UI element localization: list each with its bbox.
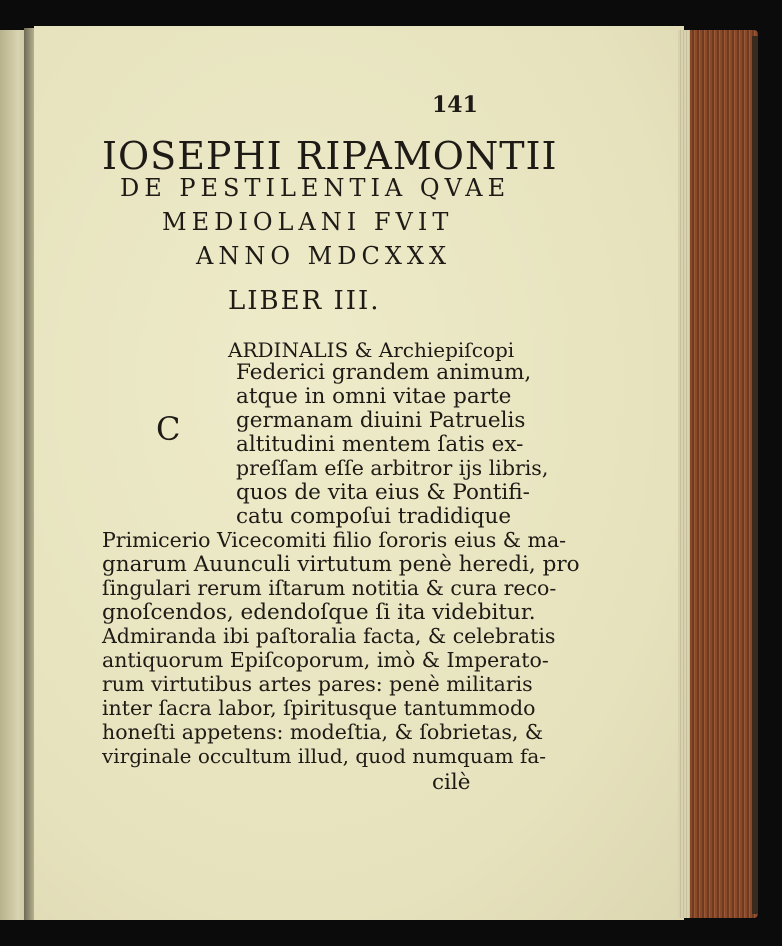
body-line: Primicerio Vicecomiti filio ſororis eius & ma- (102, 528, 567, 552)
body-line: gnoſcendos, edendoſque ſi ita videbitur. (102, 600, 536, 625)
indented-line: ARDINALIS & Archiepiſcopi (228, 338, 515, 362)
subtitle-line-1: DE PESTILENTIA QVAE (120, 174, 511, 202)
indented-line: Federici grandem animum, (236, 360, 532, 385)
indented-line: preſſam eſſe arbitror ijs libris, (236, 456, 549, 480)
indented-line: germanam diuini Patruelis (236, 408, 526, 433)
catchword: cilè (432, 770, 471, 795)
indented-line: altitudini mentem ſatis ex- (236, 432, 524, 457)
body-line: ſingulari rerum iſtarum notitia & cura reco- (102, 576, 557, 600)
subtitle-line-3: ANNO MDCXXX (196, 242, 452, 270)
body-line: Admiranda ibi paſtoralia facta, & celebratis (102, 624, 556, 648)
fore-edge (690, 30, 758, 918)
indented-line: quos de vita eius & Pontifi- (236, 480, 530, 505)
body-line: antiquorum Epiſcoporum, imò & Imperato- (102, 648, 549, 672)
indented-line: atque in omni vitae parte (236, 384, 512, 409)
body-line: rum virtutibus artes pares: penè militaris (102, 672, 533, 696)
indented-line: catu compoſui tradidique (236, 504, 512, 529)
page-number: 141 (432, 92, 478, 118)
body-line: gnarum Auunculi virtutum penè heredi, pro (102, 552, 580, 577)
body-line: inter ſacra labor, ſpiritusque tantummodo (102, 696, 536, 720)
cover-edge (752, 36, 758, 914)
subtitle-line-2: MEDIOLANI FVIT (162, 208, 454, 236)
book-heading: LIBER III. (228, 286, 381, 316)
body-line: honeſti appetens: modeſtia, & ſobrietas, & (102, 720, 544, 744)
body-line: virginale occultum illud, quod numquam fa- (102, 744, 547, 768)
page-title: IOSEPHI RIPAMONTII (102, 134, 558, 178)
drop-capital: C (156, 410, 181, 448)
